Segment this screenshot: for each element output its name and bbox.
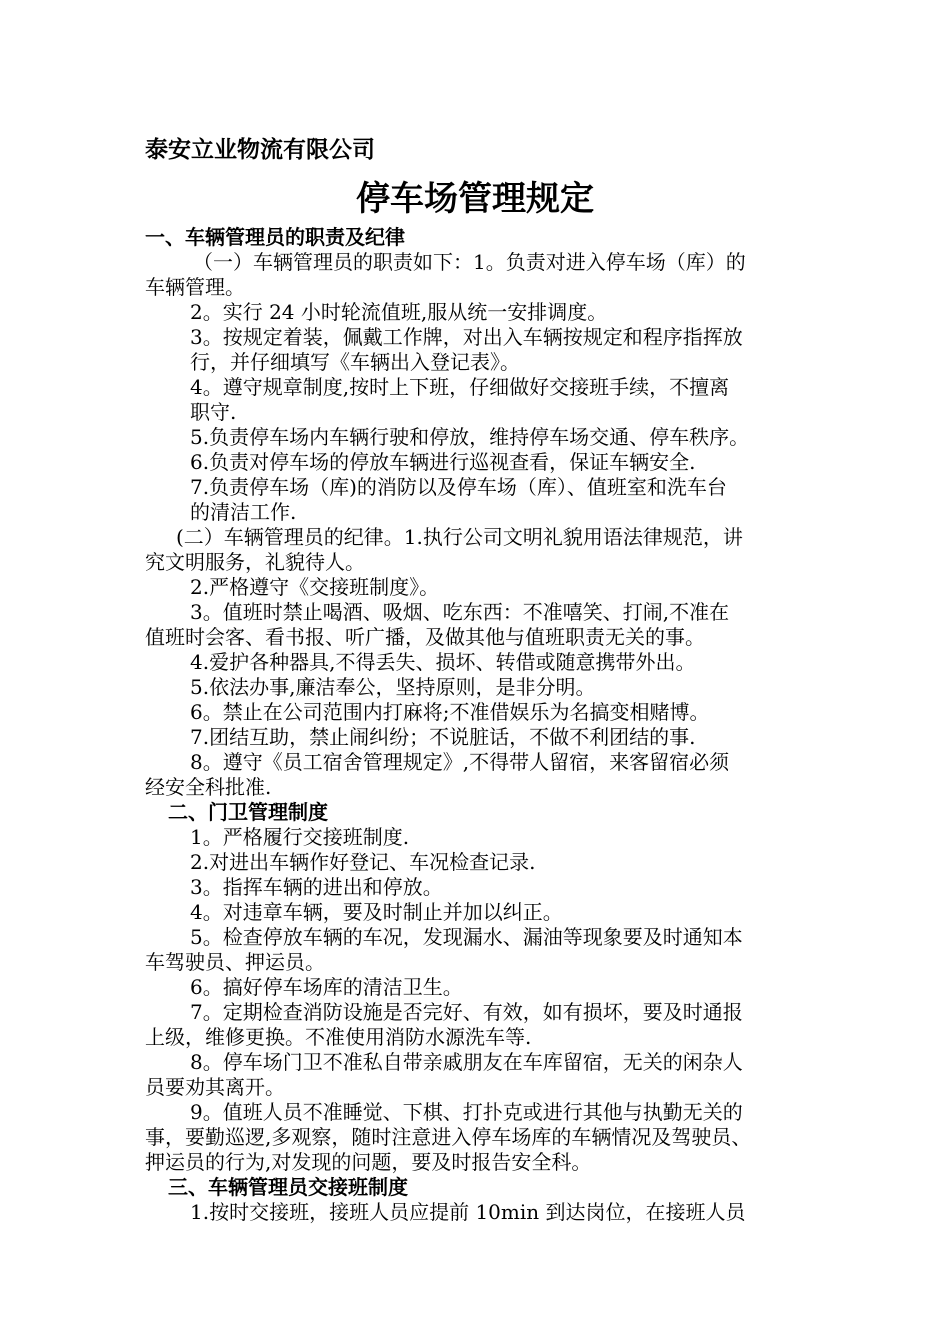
document-title: 停车场管理规定 <box>356 179 594 219</box>
paragraph-line: 3。按规定着装，佩戴工作牌，对出入车辆按规定和程序指挥放 <box>190 325 743 349</box>
paragraph-line: 4。对违章车辆，要及时制止并加以纠正。 <box>190 900 563 924</box>
paragraph-line: 7.负责停车场（库)的消防以及停车场（库）、值班室和洗车台 <box>190 475 727 499</box>
paragraph-line: 2.严格遵守《交接班制度》。 <box>190 575 440 599</box>
paragraph-line: 2.对进出车辆作好登记、车况检查记录. <box>190 850 536 874</box>
paragraph-line: 车辆管理。 <box>145 275 245 299</box>
paragraph-line: 6。搞好停车场库的清洁卫生。 <box>190 975 463 999</box>
paragraph-line: 5。检查停放车辆的车况，发现漏水、漏油等现象要及时通知本 <box>190 925 743 949</box>
paragraph-line: 1。严格履行交接班制度. <box>190 825 410 849</box>
paragraph-line: 8。遵守《员工宿舍管理规定》,不得带人留宿，来客留宿必须 <box>190 750 730 774</box>
paragraph-line: 6.负责对停车场的停放车辆进行巡视查看，保证车辆安全. <box>190 450 696 474</box>
paragraph-line: (二）车辆管理员的纪律。1.执行公司文明礼貌用语法律规范，讲 <box>176 525 743 549</box>
paragraph-line: 2。实行 24 小时轮流值班,服从统一安排调度。 <box>190 300 608 324</box>
section-heading: 一、车辆管理员的职责及纪律 <box>145 225 405 249</box>
paragraph-line: 究文明服务，礼貌待人。 <box>145 550 365 574</box>
paragraph-line: 6。禁止在公司范围内打麻将;不准借娱乐为名搞变相赌博。 <box>190 700 710 724</box>
paragraph-line: 的清洁工作. <box>190 500 297 524</box>
paragraph-line: 3。指挥车辆的进出和停放。 <box>190 875 443 899</box>
paragraph-line: 4。遵守规章制度,按时上下班，仔细做好交接班手续，不擅离 <box>190 375 730 399</box>
paragraph-line: 押运员的行为,对发现的问题，要及时报告安全科。 <box>145 1150 592 1174</box>
paragraph-line: 车驾驶员、押运员。 <box>145 950 325 974</box>
paragraph-line: 经安全科批准. <box>145 775 272 799</box>
paragraph-line: 8。停车场门卫不准私自带亲戚朋友在车库留宿，无关的闲杂人 <box>190 1050 743 1074</box>
section-heading: 二、门卫管理制度 <box>168 800 328 824</box>
paragraph-line: 7。定期检查消防设施是否完好、有效，如有损坏，要及时通报 <box>190 1000 743 1024</box>
paragraph-line: 5.依法办事,廉洁奉公，坚持原则，是非分明。 <box>190 675 596 699</box>
paragraph-line: 事，要勤巡逻,多观察，随时注意进入停车场库的车辆情况及驾驶员、 <box>145 1125 752 1149</box>
paragraph-line: 7.团结互助，禁止闹纠纷；不说脏话，不做不利团结的事. <box>190 725 696 749</box>
paragraph-line: 职守. <box>190 400 237 424</box>
paragraph-line: 员要劝其离开。 <box>145 1075 285 1099</box>
paragraph-line: 9。值班人员不准睡觉、下棋、打扑克或进行其他与执勤无关的 <box>190 1100 743 1124</box>
paragraph-line: 行，并仔细填写《车辆出入登记表》。 <box>190 350 520 374</box>
paragraph-line: 1.按时交接班，接班人员应提前 10min 到达岗位，在接班人员 <box>190 1200 746 1224</box>
paragraph-line: 4.爱护各种器具,不得丢失、损坏、转借或随意携带外出。 <box>190 650 696 674</box>
paragraph-line: 5.负责停车场内车辆行驶和停放，维持停车场交通、停车秩序。 <box>190 425 750 449</box>
section-heading: 三、车辆管理员交接班制度 <box>168 1175 408 1199</box>
paragraph-line: 3。值班时禁止喝酒、吸烟、吃东西：不准嘻笑、打闹,不准在 <box>190 600 730 624</box>
paragraph-line: 上级，维修更换。不准使用消防水源洗车等. <box>145 1025 532 1049</box>
company-name: 泰安立业物流有限公司 <box>145 137 375 163</box>
paragraph-line: 值班时会客、看书报、听广播，及做其他与值班职责无关的事。 <box>145 625 705 649</box>
paragraph-line: （一）车辆管理员的职责如下：1。负责对进入停车场（库）的 <box>193 250 746 274</box>
